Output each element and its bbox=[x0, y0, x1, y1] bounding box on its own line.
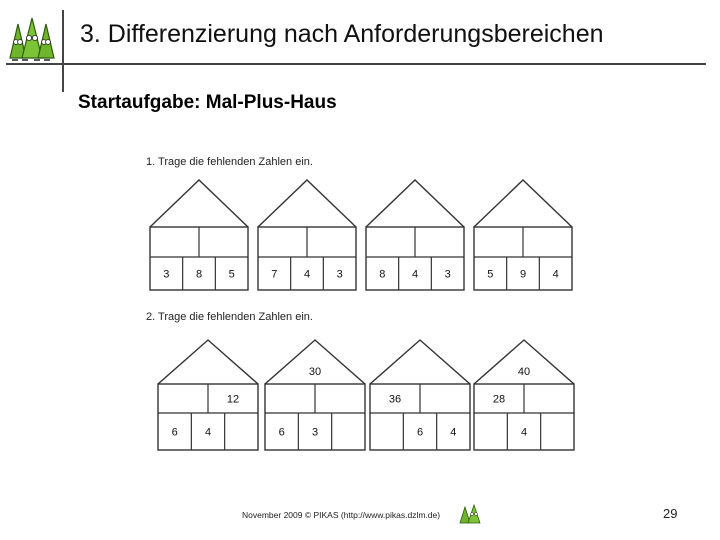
task1-instruction: 1. Trage die fehlenden Zahlen ein. bbox=[146, 156, 313, 168]
house-bottom-cell: 8 bbox=[195, 268, 203, 281]
house-bottom-cell: 7 bbox=[271, 268, 278, 281]
house-roof-number: 30 bbox=[308, 366, 322, 378]
house-middle-cell: 28 bbox=[492, 393, 506, 406]
house-bottom-cell: 4 bbox=[411, 268, 419, 281]
house-roof bbox=[366, 180, 464, 227]
house-bottom-cell: 6 bbox=[171, 426, 178, 439]
house-roof bbox=[158, 340, 258, 384]
house-middle-cell: 12 bbox=[226, 393, 240, 406]
house-bottom-cell: 4 bbox=[450, 426, 457, 439]
footer-credit: November 2009 © PIKAS (http://www.pikas.dzlm.de) bbox=[242, 510, 441, 520]
house-bottom-cell: 9 bbox=[519, 268, 527, 281]
slide-subtitle: Startaufgabe: Mal-Plus-Haus bbox=[78, 92, 337, 113]
house-bottom-cell: 4 bbox=[303, 268, 311, 281]
house-bottom-cell: 3 bbox=[336, 268, 343, 281]
task2-instruction: 2. Trage die fehlenden Zahlen ein. bbox=[146, 311, 313, 323]
house-bottom-cell: 3 bbox=[163, 268, 170, 281]
house-bottom-cell: 4 bbox=[204, 426, 212, 439]
house-bottom-cell: 5 bbox=[487, 268, 494, 281]
house-bottom-cell: 3 bbox=[444, 268, 451, 281]
house-roof bbox=[474, 180, 572, 227]
house-roof bbox=[258, 180, 356, 227]
house-roof bbox=[150, 180, 248, 227]
house-middle-cell: 36 bbox=[388, 393, 402, 406]
house-bottom-cell: 8 bbox=[379, 268, 386, 281]
house-bottom-cell: 4 bbox=[520, 426, 528, 439]
house-bottom-cell: 6 bbox=[416, 426, 424, 439]
house-roof-number: 40 bbox=[517, 366, 531, 378]
pikas-small-logo-icon bbox=[458, 503, 482, 525]
page-number: 29 bbox=[663, 506, 678, 521]
slide-title: 3. Differenzierung nach Anforderungsbereichen bbox=[80, 20, 604, 48]
house-bottom-cell: 3 bbox=[311, 426, 319, 439]
house-bottom-cell: 4 bbox=[552, 268, 559, 281]
house-bottom-cell: 6 bbox=[278, 426, 285, 439]
house-bottom-cell: 5 bbox=[228, 268, 235, 281]
house-roof bbox=[370, 340, 470, 384]
